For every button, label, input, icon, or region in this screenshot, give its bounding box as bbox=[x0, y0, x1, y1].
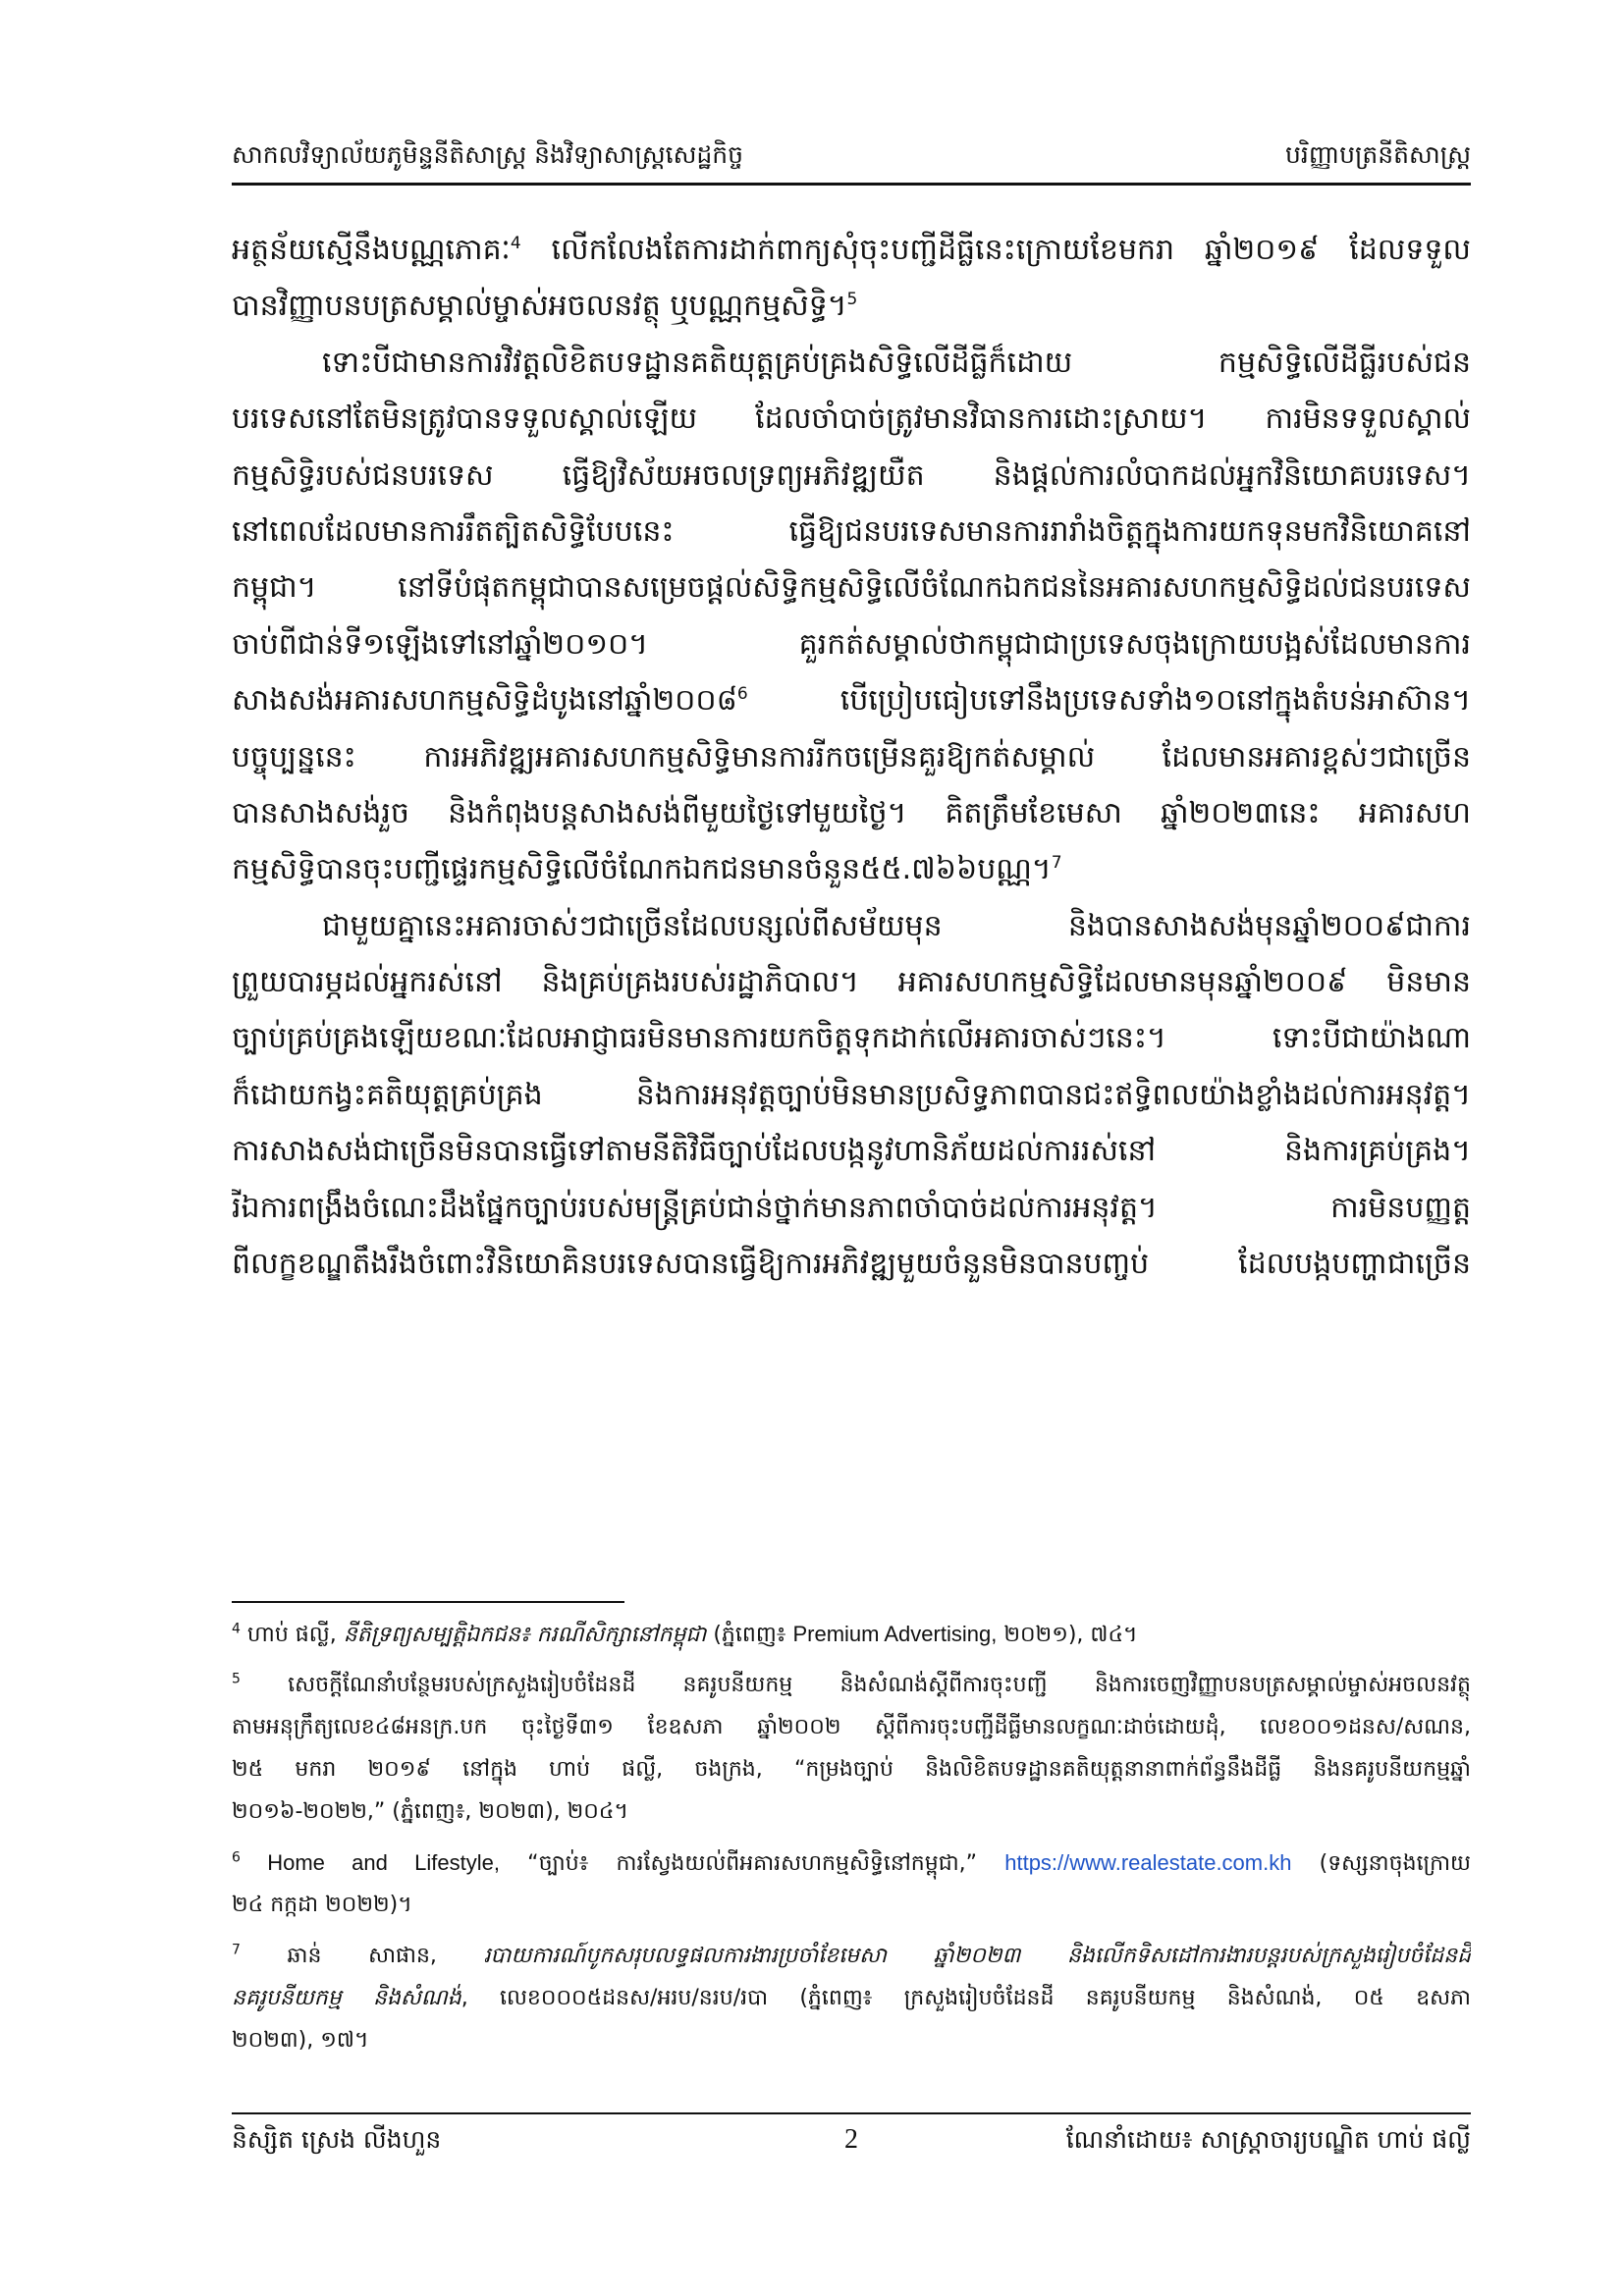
footnote-title: របាយការណ៍បូកសរុបលទ្ធផលការងារប្រចាំខែមេសា ឆ្នាំ២០២៣ និងលើកទិសដៅការងារបន្តរបស់ក្រសួងរៀបចំដែនដី bbox=[483, 1944, 1471, 1968]
body-line: បានវិញ្ញាបនបត្រសម្គាល់ម្ចាស់អចលនវត្ថុ ឬបណ្ណកម្មសិទ្ធិ។$^5$ bbox=[232, 289, 858, 324]
footer-advisor: ណែនាំដោយ៖ សាស្ត្រាចារ្យបណ្ឌិត ហាប់ ផល្លី bbox=[1065, 2125, 1471, 2154]
body-line: បច្ចុប្បន្ននេះ ការអភិវឌ្ឍអគារសហកម្មសិទ្ធិមានការរីកចម្រើនគួរឱ្យកត់សម្គាល់ ដែលមានអគារខ្ពស់ៗជាច្រើន bbox=[232, 739, 1471, 774]
body-line: ចាប់ពីជាន់ទី១ឡើងទៅនៅឆ្នាំ២០១០។ គួរកត់សម្គាល់ថាកម្ពុជាជាប្រទេសចុងក្រោយបង្អស់ដែលមានការ bbox=[232, 626, 1471, 662]
footer-rule bbox=[232, 2112, 1471, 2114]
footnote-separator bbox=[232, 1601, 624, 1603]
body-text bbox=[232, 222, 1471, 1292]
body-line: ក៏ដោយកង្វះគតិយុត្តគ្រប់គ្រង និងការអនុវត្តច្បាប់មិនមានប្រសិទ្ធភាពបានជះឥទ្ធិពលយ៉ាងខ្លាំងដល់ការអនុវត្ត។ bbox=[232, 1077, 1471, 1112]
footnote-ref-4[interactable]: 4 bbox=[510, 234, 521, 253]
footnotes bbox=[232, 1613, 1471, 2061]
footnote-5-line: ២០១៦-២០២២,” (ភ្នំពេញ៖, ២០២៣), ២០៤។ bbox=[232, 1799, 628, 1824]
body-line: ព្រួយបារម្ភដល់អ្នករស់នៅ និងគ្រប់គ្រងរបស់រដ្ឋាភិបាល។ អគារសហកម្មសិទ្ធិដែលមានមុនឆ្នាំ២០០៩ មិនមាន bbox=[232, 965, 1471, 1000]
footnote-4: $^4$ ហាប់ ផល្លី, នីតិទ្រព្យសម្បត្តិឯកជន៖ ករណីសិក្សានៅកម្ពុជា (ភ្នំពេញ៖ Premium Advertising, ២០២១), ៧៤។ bbox=[232, 1621, 1138, 1647]
footnote-ref-7[interactable]: 7 bbox=[1051, 853, 1062, 874]
body-line: ពីលក្ខខណ្ឌតឹងរឹងចំពោះវិនិយោគិនបរទេសបានធ្វើឱ្យការអភិវឌ្ឍមួយចំនួនមិនបានបញ្ចប់ ដែលបង្កបញ្ហាជាច្រើន bbox=[232, 1247, 1471, 1282]
footnote-6: $^6$ Home and Lifestyle, “ច្បាប់៖ ការស្វែងយល់ពីអគារសហកម្មសិទ្ធិនៅកម្ពុជា,” https://www.realestate.com.kh (ទស្សនាចុងក្រោយ bbox=[232, 1849, 1471, 1876]
footnote-5-line: ២៥ មករា ២០១៩ នៅក្នុង ហាប់ ផល្លី, ចងក្រង, “កម្រងច្បាប់ និងលិខិតបទដ្ឋានគតិយុត្តនានាពាក់ព័ន្ធនឹងដីធ្លី និងនគរូបនីយកម្មឆ្នាំ bbox=[232, 1757, 1471, 1782]
footnote-5-line: តាមអនុក្រឹត្យលេខ៤៨អនក្រ.បក ចុះថ្ងៃទី៣១ ខែឧសភា ឆ្នាំ២០០២ ស្តីពីការចុះបញ្ជីដីធ្លីមានលក្ខណៈដាច់ដោយដុំ, លេខ០០១ដនស/សណន, bbox=[232, 1715, 1471, 1739]
footnote-number: 6 bbox=[232, 1849, 241, 1866]
footer-student: និស្សិត ស្រេង លីងហួន bbox=[232, 2125, 442, 2154]
paragraph-start: ជាមួយគ្នានេះអគារចាស់ៗជាច្រើនដែលបន្សល់ពីសម័យមុន និងបានសាងសង់មុនឆ្នាំ២០០៩ជាការ bbox=[322, 908, 1471, 943]
footnote-number: 4 bbox=[232, 1621, 241, 1637]
body-line: ច្បាប់គ្រប់គ្រងឡើយខណៈដែលអាជ្ញាធរមិនមានការយកចិត្តទុកដាក់លើអគារចាស់ៗនេះ។ ទោះបីជាយ៉ាងណា bbox=[232, 1021, 1471, 1056]
body-line: កម្ពុជា។ នៅទីបំផុតកម្ពុជាបានសម្រេចផ្តល់សិទ្ធិកម្មសិទ្ធិលើចំណែកឯកជននៃអគារសហកម្មសិទ្ធិដល់ជនបរទេស bbox=[232, 570, 1471, 606]
header-university: សាកលវិទ្យាល័យភូមិន្ទនីតិសាស្ត្រ និងវិទ្យាសាស្ត្រសេដ្ឋកិច្ច bbox=[232, 140, 744, 169]
footnote-ref-5[interactable]: 5 bbox=[846, 290, 858, 310]
footnote-6-line: ២៤ កក្កដា ២០២២)។ bbox=[232, 1893, 412, 1917]
footnote-7: $^7$ ឆាន់ សាផាន, របាយការណ៍បូកសរុបលទ្ធផលការងារប្រចាំខែមេសា ឆ្នាំ២០២៣ និងលើកទិសដៅការងារបន្តរបស់ក្រសួងរៀបចំដែនដី bbox=[232, 1942, 1471, 1968]
page-footer bbox=[232, 2120, 1471, 2160]
body-line: កម្មសិទ្ធិបានចុះបញ្ជីផ្ទេរកម្មសិទ្ធិលើចំណែកឯកជនមានចំនួន៥៥.៧៦៦បណ្ណ។$^7$ bbox=[232, 852, 1062, 887]
body-line: ការសាងសង់ជាច្រើនមិនបានធ្វើទៅតាមនីតិវិធីច្បាប់ដែលបង្កនូវហានិភ័យដល់ការរស់នៅ និងការគ្រប់គ្រង។ bbox=[232, 1134, 1471, 1169]
header-degree: បរិញ្ញាបត្រនីតិសាស្ត្រ bbox=[1285, 140, 1471, 169]
body-line: នៅពេលដែលមានការរឹតត្បិតសិទ្ធិបែបនេះ ធ្វើឱ្យជនបរទេសមានការរារាំងចិត្តក្នុងការយកទុនមកវិនិយោគនៅ bbox=[232, 513, 1471, 549]
body-line: កម្មសិទ្ធិរបស់ជនបរទេស ធ្វើឱ្យវិស័យអចលទ្រព្យអភិវឌ្ឍយឺត និងផ្តល់ការលំបាកដល់អ្នកវិនិយោគបរទេស។ bbox=[232, 457, 1471, 493]
body-line: រីឯការពង្រឹងចំណេះដឹងផ្នែកច្បាប់របស់មន្ត្រីគ្រប់ជាន់ថ្នាក់មានភាពចាំបាច់ដល់ការអនុវត្ត។ ការមិនបញ្ញត្ត bbox=[232, 1190, 1471, 1225]
header-rule bbox=[232, 183, 1471, 186]
page-header bbox=[232, 135, 1471, 175]
footnote-5: $^5$ សេចក្តីណែនាំបន្ថែមរបស់ក្រសួងរៀបចំដែនដី នគរូបនីយកម្ម និងសំណង់ស្តីពីការចុះបញ្ជី និងការចេញវិញ្ញាបនបត្រសម្គាល់ម្ចាស់អចលនវត្ថុ bbox=[232, 1671, 1471, 1697]
body-line: សាងសង់អគារសហកម្មសិទ្ធិដំបូងនៅឆ្នាំ២០០៨$^6$ បើប្រៀបធៀបទៅនឹងប្រទេសទាំង១០នៅក្នុងតំបន់អាស៊ាន។ bbox=[232, 683, 1471, 719]
footnote-number: 5 bbox=[232, 1671, 241, 1687]
footnote-7-line: ២០២៣), ១៧។ bbox=[232, 2028, 369, 2053]
footnote-title: នីតិទ្រព្យសម្បត្តិឯកជន៖ ករណីសិក្សានៅកម្ពុជា bbox=[343, 1623, 707, 1647]
footnote-link[interactable]: https://www.realestate.com.kh bbox=[1004, 1850, 1292, 1875]
footnote-number: 7 bbox=[232, 1942, 241, 1958]
body-line: បរទេសនៅតែមិនត្រូវបានទទួលស្គាល់ឡើយ ដែលចាំបាច់ត្រូវមានវិធានការដោះស្រាយ។ ការមិនទទួលស្គាល់ bbox=[232, 401, 1471, 437]
page-number: 2 bbox=[844, 2124, 858, 2155]
footnote-ref-6[interactable]: 6 bbox=[736, 684, 748, 705]
footnote-7-line: នគរូបនីយកម្ម និងសំណង់, លេខ០០០៥ដនស/អរប/នរប/របា (ភ្នំពេញ៖ ក្រសួងរៀបចំដែនដី នគរូបនីយកម្ម និងសំណង់, ០៥ ឧសភា bbox=[232, 1986, 1471, 2010]
body-line: អត្ថន័យស្មើនឹងបណ្ណភោគៈ$^4$ លើកលែងតែការដាក់ពាក្យសុំចុះបញ្ជីដីធ្លីនេះក្រោយខែមករា ឆ្នាំ២០១៩ ដែលទទួល bbox=[232, 233, 1471, 267]
paragraph-start: ទោះបីជាមានការវិវត្តលិខិតបទដ្ឋានគតិយុត្តគ្រប់គ្រងសិទ្ធិលើដីធ្លីក៏ដោយ កម្មសិទ្ធិលើដីធ្លីរបស់ជន bbox=[322, 345, 1471, 380]
body-line: បានសាងសង់រួច និងកំពុងបន្តសាងសង់ពីមួយថ្ងៃទៅមួយថ្ងៃ។ គិតត្រឹមខែមេសា ឆ្នាំ២០២៣នេះ អគារសហ bbox=[232, 795, 1471, 830]
